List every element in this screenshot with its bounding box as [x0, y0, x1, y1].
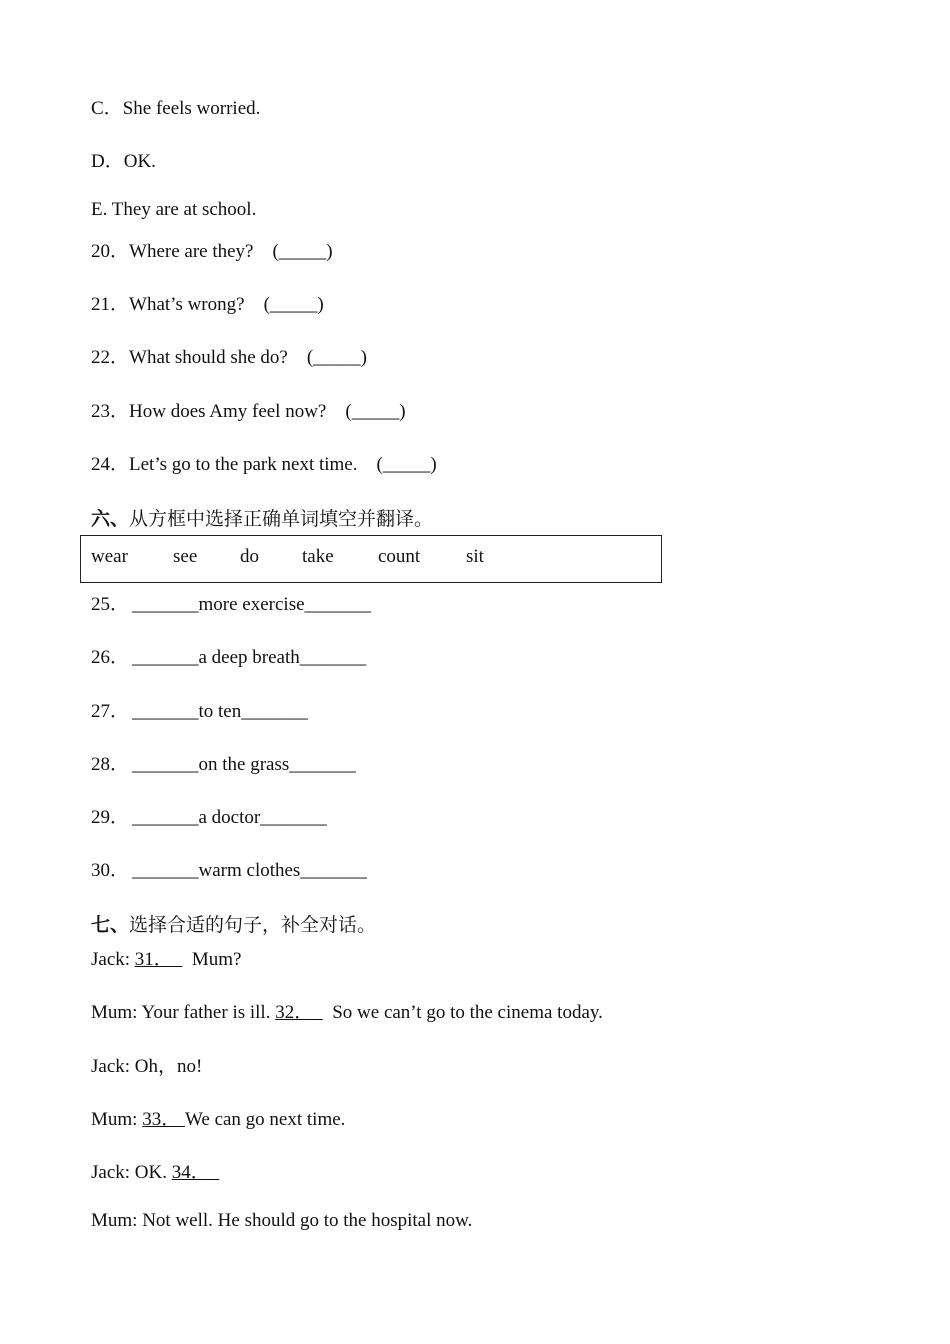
word-option: count: [378, 546, 421, 567]
dialogue-text: Jack:: [91, 949, 135, 970]
question-text: Let’s go to the park next time.: [129, 454, 358, 475]
item-25: [91, 593, 371, 617]
option-e: [91, 198, 256, 222]
question-22: [91, 346, 367, 370]
question-number: 22．: [91, 347, 130, 368]
question-number: 20．: [91, 241, 130, 262]
word-option: do: [240, 546, 259, 567]
dialogue-blank-32[interactable]: 32．: [275, 1002, 314, 1023]
translation-blank[interactable]: _______: [260, 807, 327, 828]
question-number: 23．: [91, 401, 130, 422]
dialogue-line-4: [91, 1108, 345, 1132]
fill-blank[interactable]: _______: [132, 701, 199, 722]
translation-blank[interactable]: _______: [289, 754, 356, 775]
dialogue-line-3: [91, 1055, 202, 1079]
item-30: [91, 859, 367, 883]
item-phrase: warm clothes: [198, 860, 301, 881]
item-phrase: on the grass: [198, 754, 290, 775]
answer-blank[interactable]: (_____): [306, 347, 367, 368]
section-number: 六、: [91, 508, 130, 530]
word-box: [80, 535, 662, 583]
item-27: [91, 700, 308, 724]
question-number: 21．: [91, 294, 130, 315]
item-29: [91, 806, 327, 830]
question-20: [91, 240, 333, 264]
option-text: OK.: [123, 151, 156, 172]
fill-blank[interactable]: _______: [132, 860, 199, 881]
section-7-heading: [91, 913, 376, 937]
translation-blank[interactable]: _______: [241, 701, 308, 722]
item-phrase: to ten: [198, 701, 242, 722]
question-text: How does Amy feel now?: [129, 401, 327, 422]
dialogue-blank-34[interactable]: 34．: [171, 1162, 210, 1183]
translation-blank[interactable]: _______: [299, 647, 367, 668]
translation-blank[interactable]: _______: [300, 860, 367, 881]
dialogue-line-6: [91, 1209, 472, 1233]
dialogue-text: Mum?: [182, 949, 242, 970]
dialogue-text: Mum: Your father is ill.: [91, 1002, 276, 1023]
option-d: [91, 150, 156, 174]
question-24: [91, 453, 437, 477]
item-number: 25．: [91, 594, 130, 615]
translation-blank[interactable]: _______: [304, 594, 372, 615]
dialogue-text: Jack: OK.: [91, 1162, 172, 1183]
dialogue-line-5: [91, 1161, 219, 1185]
question-text: What’s wrong?: [129, 294, 245, 315]
dialogue-text: Jack: Oh，no!: [91, 1056, 203, 1077]
dialogue-line-2: [91, 1001, 603, 1025]
answer-blank[interactable]: (_____): [263, 294, 324, 315]
dialogue-text: We can go next time.: [184, 1109, 346, 1130]
item-number: 30．: [91, 860, 130, 881]
item-26: [91, 646, 366, 670]
dialogue-line-1: [91, 948, 241, 972]
question-number: 24．: [91, 454, 130, 475]
item-number: 27．: [91, 701, 130, 722]
dialogue-text: Mum: Not well. He should go to the hospital now.: [91, 1210, 473, 1231]
fill-blank[interactable]: _______: [132, 647, 199, 668]
dialogue-text: Mum:: [91, 1109, 143, 1130]
word-option: take: [302, 546, 334, 567]
fill-blank[interactable]: _______: [132, 807, 199, 828]
item-number: 29．: [91, 807, 130, 828]
dialogue-blank-31[interactable]: 31．: [134, 949, 173, 970]
option-label: E.: [91, 199, 108, 220]
item-number: 26．: [91, 647, 130, 668]
item-phrase: a doctor: [198, 807, 261, 828]
word-option: see: [173, 546, 198, 567]
option-label: D．: [91, 151, 124, 172]
question-text: What should she do?: [129, 347, 288, 368]
option-label: C．: [91, 98, 123, 119]
item-28: [91, 753, 356, 777]
section-title: 从方框中选择正确单词填空并翻译。: [129, 508, 434, 530]
word-option: sit: [466, 546, 484, 567]
section-number: 七、: [91, 914, 130, 936]
item-phrase: more exercise: [198, 594, 305, 615]
answer-blank[interactable]: (_____): [345, 401, 406, 422]
word-option: wear: [91, 546, 128, 567]
option-c: [91, 97, 260, 121]
question-text: Where are they?: [129, 241, 254, 262]
option-text: She feels worried.: [122, 98, 261, 119]
item-number: 28．: [91, 754, 130, 775]
dialogue-blank-33[interactable]: 33．: [142, 1109, 181, 1130]
item-phrase: a deep breath: [198, 647, 300, 668]
answer-blank[interactable]: (_____): [272, 241, 333, 262]
answer-blank[interactable]: (_____): [376, 454, 437, 475]
question-21: [91, 293, 324, 317]
section-title: 选择合适的句子，补全对话。: [129, 914, 377, 936]
question-23: [91, 400, 406, 424]
fill-blank[interactable]: _______: [132, 594, 199, 615]
section-6-heading: [91, 507, 433, 531]
dialogue-text: So we can’t go to the cinema today.: [322, 1002, 603, 1023]
option-text: They are at school.: [111, 199, 257, 220]
fill-blank[interactable]: _______: [132, 754, 199, 775]
